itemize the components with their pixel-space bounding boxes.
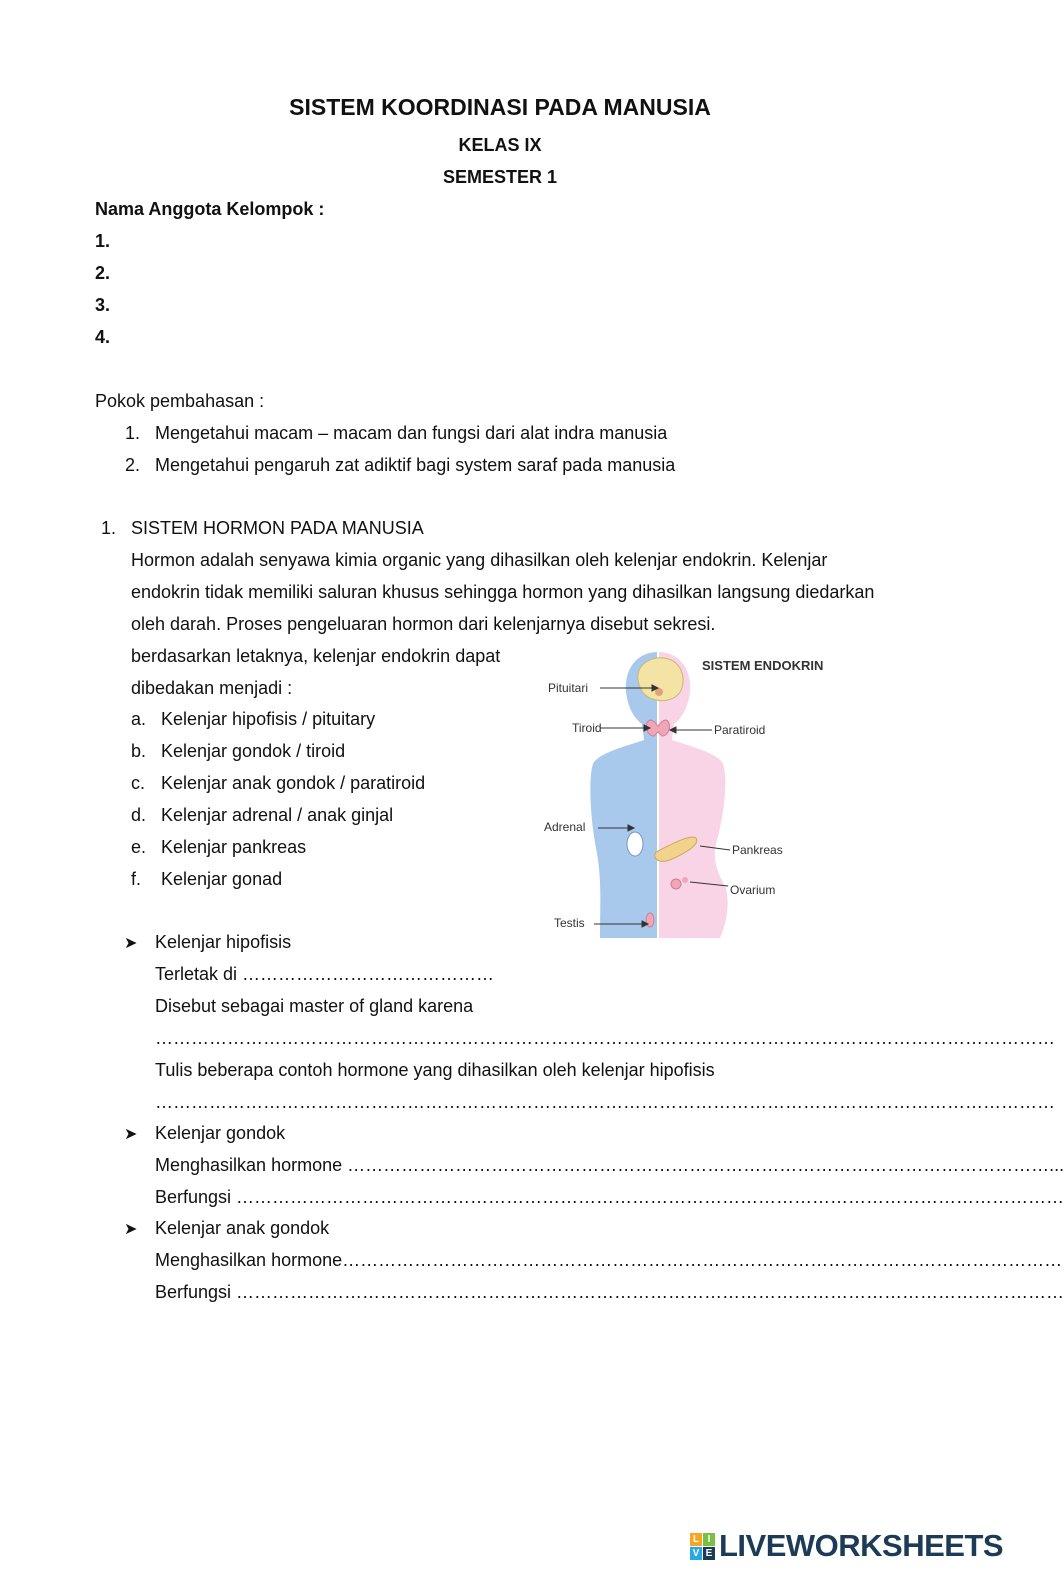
page-title: SISTEM KOORDINASI PADA MANUSIA	[289, 94, 711, 120]
intro-line: berdasarkan letaknya, kelenjar endokrin dapat	[131, 646, 501, 666]
label-paratiroid: Paratiroid	[714, 723, 766, 737]
class-label: KELAS IX	[458, 135, 542, 155]
label-pankreas: Pankreas	[732, 843, 783, 857]
member-number-2: 2.	[95, 263, 111, 283]
arrow-bullet-icon: ➤	[124, 935, 138, 952]
member-number-3: 3.	[95, 295, 111, 315]
answer-line[interactable]: Berfungsi …………………………………………………………………………………………………………………………	[155, 1282, 1064, 1302]
topic-number: 1.	[125, 423, 141, 443]
gland-item: Kelenjar gondok / tiroid	[161, 741, 346, 761]
gland-letter: f.	[131, 869, 142, 889]
answer-line[interactable]: Menghasilkan hormone…………………………………………………………………………………………………………	[155, 1250, 1063, 1270]
logo-letter: L	[690, 1533, 702, 1546]
logo-letter: E	[703, 1547, 715, 1560]
label-pituitari: Pituitari	[548, 681, 589, 695]
topic-number: 2.	[125, 455, 141, 475]
gland-item: Kelenjar adrenal / anak ginjal	[161, 805, 394, 825]
logo-letter: I	[703, 1533, 715, 1546]
answer-line[interactable]: ……………………………………………………………………………………………………………………………………	[155, 1028, 1055, 1048]
question-heading: Kelenjar gondok	[155, 1123, 286, 1143]
gland-letter: a.	[131, 709, 147, 729]
intro-line: dibedakan menjadi :	[131, 678, 293, 698]
gland-item: Kelenjar gonad	[161, 869, 283, 889]
diagram-title: SISTEM ENDOKRIN	[702, 658, 824, 673]
endocrine-diagram	[540, 648, 840, 948]
label-ovarium: Ovarium	[730, 883, 776, 897]
section-heading: SISTEM HORMON PADA MANUSIA	[131, 518, 424, 538]
paragraph-line: endokrin tidak memiliki saluran khusus sehingga hormon yang dihasilkan langsung diedarkan	[131, 582, 875, 602]
answer-line[interactable]: ……………………………………………………………………………………………………………………………………	[155, 1092, 1055, 1112]
logo-mark-icon	[690, 1533, 715, 1560]
brand-name: LIVEWORKSHEETS	[719, 1528, 1004, 1563]
member-number-1: 1.	[95, 231, 111, 251]
question-line: Tulis beberapa contoh hormone yang dihasilkan oleh kelenjar hipofisis	[155, 1060, 715, 1080]
topics-label: Pokok pembahasan :	[95, 391, 265, 411]
label-tiroid: Tiroid	[572, 721, 602, 735]
topic-text: Mengetahui macam – macam dan fungsi dari alat indra manusia	[155, 423, 668, 443]
label-adrenal: Adrenal	[544, 820, 586, 834]
logo-letter: V	[690, 1547, 702, 1560]
gland-item: Kelenjar anak gondok / paratiroid	[161, 773, 426, 793]
arrow-bullet-icon: ➤	[124, 1126, 138, 1143]
gland-letter: d.	[131, 805, 147, 825]
gland-item: Kelenjar pankreas	[161, 837, 307, 857]
member-number-4: 4.	[95, 327, 111, 347]
paragraph-line: Hormon adalah senyawa kimia organic yang dihasilkan oleh kelenjar endokrin. Kelenjar	[131, 550, 828, 570]
paragraph-line: oleh darah. Proses pengeluaran hormon dari kelenjarnya disebut sekresi.	[131, 614, 716, 634]
question-heading: Kelenjar hipofisis	[155, 932, 292, 952]
question-line: Disebut sebagai master of gland karena	[155, 996, 474, 1016]
label-testis: Testis	[554, 916, 585, 930]
topic-text: Mengetahui pengaruh zat adiktif bagi system saraf pada manusia	[155, 455, 676, 475]
arrow-bullet-icon: ➤	[124, 1221, 138, 1238]
gland-letter: b.	[131, 741, 147, 761]
answer-line[interactable]: Menghasilkan hormone ………………………………………………………………………………………………………...	[155, 1155, 1064, 1175]
question-heading: Kelenjar anak gondok	[155, 1218, 330, 1238]
liveworksheets-logo	[690, 1528, 1003, 1564]
section-number: 1.	[101, 518, 117, 538]
answer-line[interactable]: Berfungsi …………………………………………………………………………………………………………………………	[155, 1187, 1064, 1207]
gland-letter: e.	[131, 837, 147, 857]
answer-line[interactable]: Terletak di ……………………………………	[155, 964, 495, 984]
semester-label: SEMESTER 1	[442, 167, 558, 187]
group-members-label: Nama Anggota Kelompok :	[95, 199, 325, 219]
gland-item: Kelenjar hipofisis / pituitary	[161, 709, 376, 729]
gland-letter: c.	[131, 773, 146, 793]
